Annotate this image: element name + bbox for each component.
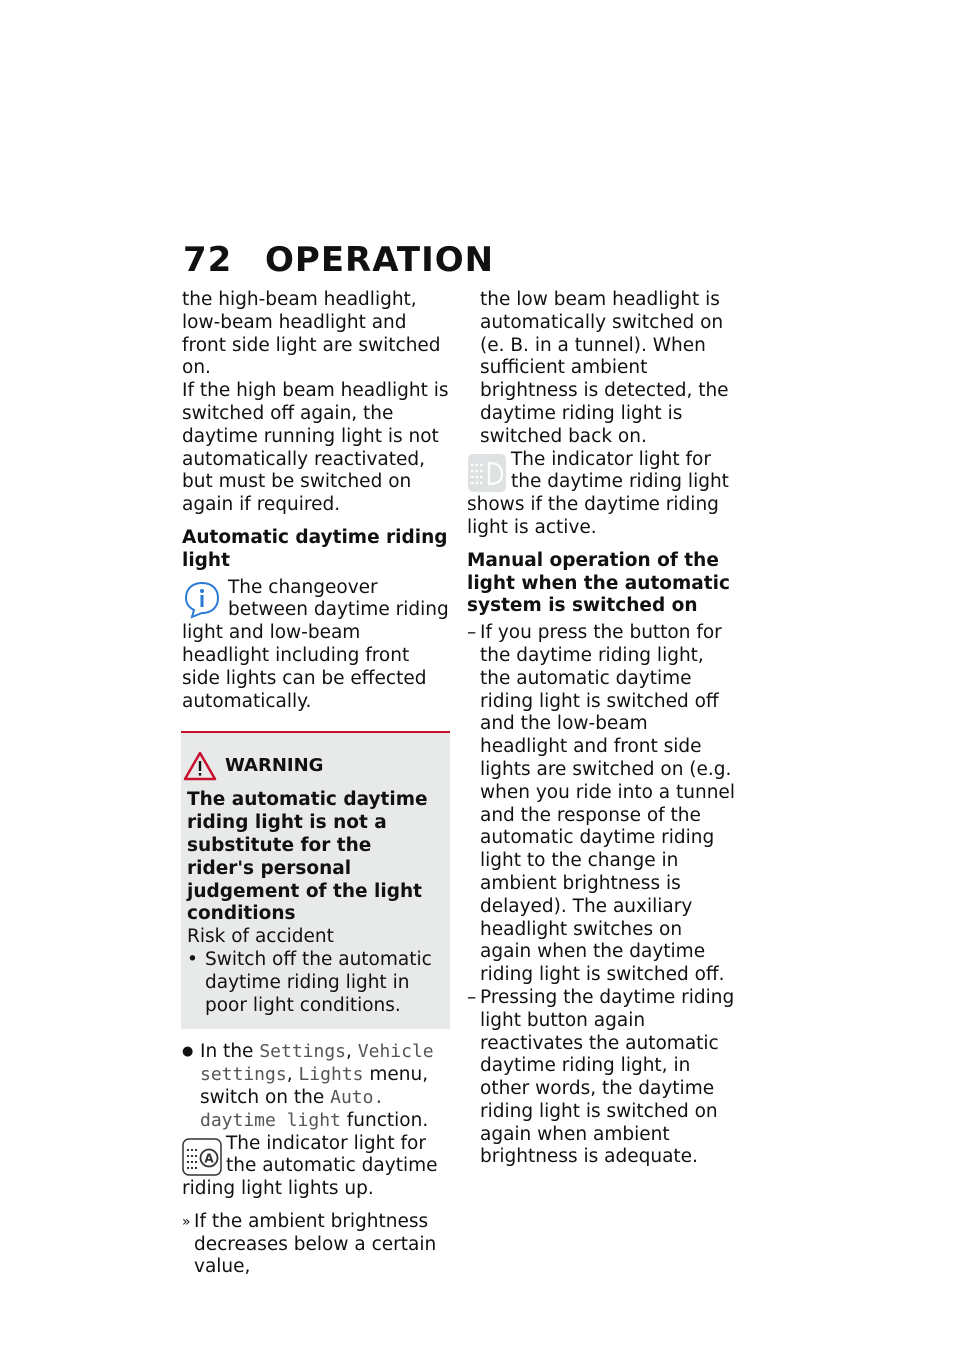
bullet-mark: • xyxy=(187,948,198,970)
step-suffix: function. xyxy=(340,1109,429,1131)
warning-triangle-icon xyxy=(183,751,217,781)
paragraph: the high-beam headlight, low-beam headlight and front side light are switched on. xyxy=(182,289,441,379)
warning-box xyxy=(181,731,450,1029)
step-mid: menu, switch on the xyxy=(200,1064,429,1108)
dash-mark: – xyxy=(467,986,477,1008)
page-header xyxy=(183,240,494,280)
subheading-automatic-daytime-light: Automatic daytime riding light xyxy=(182,526,448,571)
result-mark: » xyxy=(182,1213,191,1230)
result-continuation: the low beam headlight is automatically switched on (e. B. in a tunnel). When sufficient ambient brightness is detected, the daytime riding light is switched back on. xyxy=(480,289,729,447)
step-separator: , xyxy=(286,1064,299,1086)
instruction-step xyxy=(182,1041,450,1132)
warning-title: WARNING xyxy=(225,754,324,776)
section-title: OPERATION xyxy=(265,240,495,280)
result-text: If the ambient brightness decreases below a certain value, xyxy=(194,1210,437,1278)
warning-bullet-text: Switch off the automatic daytime riding light in poor light conditions. xyxy=(205,948,432,1016)
indicator-drl-note xyxy=(467,449,737,540)
daytime-riding-light-indicator-icon xyxy=(467,453,507,493)
menu-vehicle-settings: Vehicle settings xyxy=(200,1041,434,1086)
list-item-text: If you press the button for the daytime riding light, the automatic daytime riding light is switched off and the low-beam headlight and front side lights are switched on (e.g. when you ride into a tunnel and the response of the automatic daytime riding light to the change in ambient brightness is delayed). The auxiliary headlight switches on again when the daytime riding light is switched off. xyxy=(480,622,735,986)
subheading-manual-operation: Manual operation of the light when the automatic system is switched on xyxy=(467,549,730,617)
info-icon xyxy=(182,579,222,619)
left-column xyxy=(182,289,450,1279)
warning-headline: The automatic daytime riding light is not a substitute for the rider's personal judgement of the light conditions xyxy=(187,789,428,925)
result-line xyxy=(182,1211,450,1279)
indicator-auto-text: The indicator light for the automatic daytime riding light lights up. xyxy=(182,1132,438,1200)
step-separator: , xyxy=(346,1041,358,1063)
menu-settings: Settings xyxy=(259,1041,347,1063)
instruction-text xyxy=(200,1041,450,1132)
menu-lights: Lights xyxy=(298,1064,364,1086)
list-item xyxy=(467,622,737,987)
info-text: The changeover between daytime riding light and low-beam headlight including front side lights can be effected automatically. xyxy=(182,576,449,712)
list-item-text: Pressing the daytime riding light button again reactivates the automatic daytime riding light, in other words, the daytime riding light is switched on again when ambient brightness is adequate. xyxy=(480,986,735,1168)
warning-bullet xyxy=(187,949,442,1017)
right-column xyxy=(467,289,737,1169)
function-auto-daytime-light: Auto. daytime light xyxy=(200,1086,385,1131)
indicator-auto-note xyxy=(182,1133,450,1201)
auto-daytime-light-indicator-icon xyxy=(182,1137,222,1177)
svg-text:A: A xyxy=(204,1151,214,1165)
step-bullet-mark: ● xyxy=(182,1044,194,1060)
page-number: 72 xyxy=(183,240,233,280)
step-prefix: In the xyxy=(200,1041,260,1063)
list-item xyxy=(467,987,737,1169)
dash-mark: – xyxy=(467,622,477,644)
info-note xyxy=(182,577,450,714)
warning-risk: Risk of accident xyxy=(187,926,334,948)
paragraph: If the high beam headlight is switched off again, the daytime running light is not automatically reactivated, but must be switched on again if required. xyxy=(182,380,449,516)
warning-header xyxy=(183,751,442,781)
indicator-drl-text: The indicator light for the daytime riding light shows if the daytime riding light is active. xyxy=(467,448,729,538)
